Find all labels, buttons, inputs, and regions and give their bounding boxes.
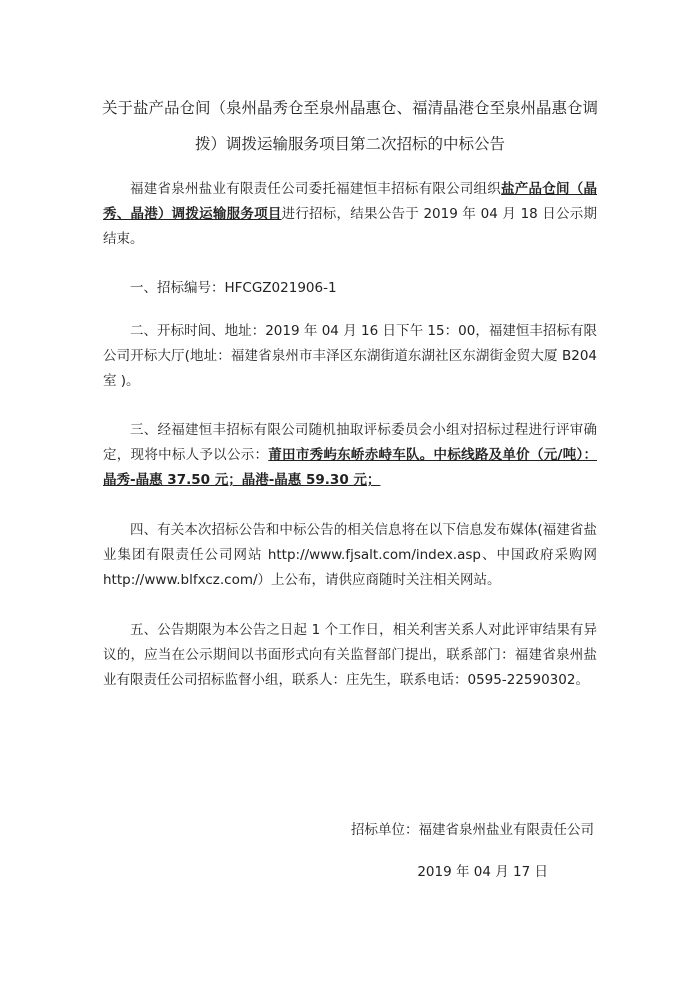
intro-paragraph — [103, 177, 597, 252]
project-name: 盐产品仓间（晶秀、晶港）调拨运输服务项目 — [103, 181, 598, 222]
bid-opening-paragraph: 二、开标时间、地址：2019 年 04 月 16 日下午 15：00，福建恒丰招标有限公司开标大厅(地址：福建省泉州市丰泽区东湖街道东湖社区东湖街金贸大厦 B204 室 )。 — [103, 323, 597, 389]
winning-bidder: 莆田市秀屿东峤赤峙车队。中标线路及单价（元/吨）：晶秀-晶惠 37.50 元；晶港-晶惠 59.30 元； — [103, 447, 598, 488]
winner-paragraph — [103, 418, 597, 493]
notice-title: 关于盐产品仓间（泉州晶秀仓至泉州晶惠仓、福清晶港仓至泉州晶惠仓调拨）调拨运输服务项目第二次招标的中标公告 — [101, 99, 598, 153]
intro-text-start: 福建省泉州盐业有限责任公司委托福建恒丰招标有限公司组织 — [130, 181, 502, 197]
signature-unit: 招标单位：福建省泉州盐业有限责任公司 — [351, 822, 594, 838]
signature-date: 2019 年 04 月 17 日 — [417, 864, 548, 880]
media-paragraph: 四、有关本次招标公告和中标公告的相关信息将在以下信息发布媒体(福建省盐业集团有限责任公司网站 http://www.fjsalt.com/index.asp、中国政府采购网 http://www.blfxcz.com/）上公布，请供应商随时关注相关网站。 — [103, 522, 597, 588]
winner-text-start: 三、经福建恒丰招标有限公司随机抽取评标委员会小组对招标过程进行评审确定，现将中标人予以公示： — [103, 422, 597, 463]
bid-number-paragraph: 一、招标编号：HFCGZ021906-1 — [130, 280, 337, 296]
intro-text-end: 进行招标，结果公告于 2019 年 04 月 18 日公示期结束。 — [103, 206, 597, 247]
deadline-paragraph: 五、公告期限为本公告之日起 1 个工作日，相关利害关系人对此评审结果有异议的，应当在公示期间以书面形式向有关监督部门提出，联系部门：福建省泉州盐业有限责任公司招标监督小组，联系人：庄先生，联系电话：0595-22590302。 — [103, 622, 597, 688]
